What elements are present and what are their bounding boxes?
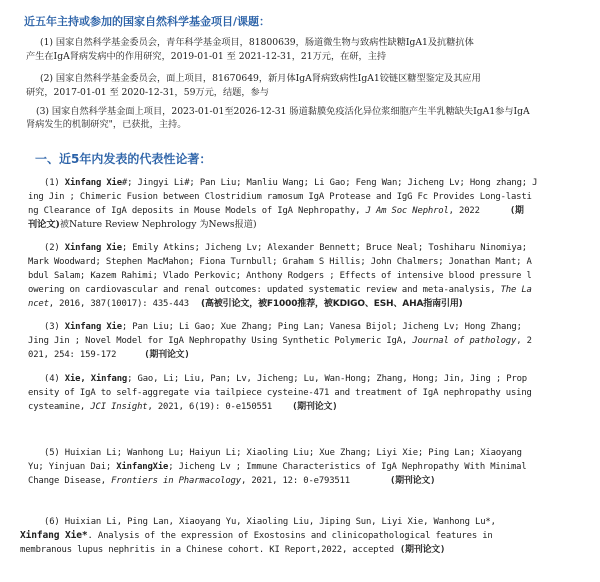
pub-3-journal: Journal of pathology [412, 336, 517, 346]
pub-3-year-start: , 2 [516, 336, 532, 346]
project-3-line-1: (3) 国家自然科学基金面上项目，2023-01-01至2026-12-31 肠道黏膜免疫活化异位浆细胞产生半乳糖缺失IgA1参与IgA [36, 106, 530, 117]
pub-1-type-tag-start: (期 [509, 206, 524, 216]
pub-3-index: (3) [44, 322, 65, 332]
pub-3-line-3 [28, 349, 190, 361]
pub-2-type-tag: (高被引论文，被F1000推荐，被KDIGO、ESH、AHA指南引用) [201, 299, 463, 309]
pub-4-line-1 [44, 373, 527, 385]
pub-5-title-tail: Change Disease, [28, 476, 112, 486]
pub-1-author-bold: Xinfang Xie [64, 178, 122, 188]
pub-6-line-2 [20, 530, 493, 542]
pub-1-line-4 [28, 219, 257, 231]
pub-5-line-3 [28, 475, 435, 487]
pub-5-line-2 [28, 461, 527, 473]
pub-4-year: , 2021, 6(19): 0-e150551 [147, 402, 273, 412]
pub-3-authors: ; Pan Liu; Li Gao; Xue Zhang; Ping Lan; Vanesa Bijol; Jicheng Lv; Hong Zhang; [121, 322, 522, 332]
section-nsfc-heading: 近五年主持或参加的国家自然科学基金项目/课题： [24, 15, 271, 28]
pub-2-title-tail: owering on cardiovascular and renal outcomes: updated systematic review and meta-analysis, [28, 285, 501, 295]
pub-5-type-tag: (期刊论文) [390, 476, 436, 486]
pub-4-title-tail: cysteamine, [28, 402, 91, 412]
project-2-line-2: 研究，2017-01-01 至 2020-12-31，59万元，结题，参与 [26, 87, 269, 98]
pub-3-year-end: 021, 254: 159-172 [28, 350, 117, 360]
pub-6-type-tag: (期刊论文) [399, 545, 446, 555]
pub-3-line-2 [28, 335, 532, 347]
pub-2-line-3: bdul Salam; Kazem Rahimi; Vlado Perkovic; Anthony Rodgers ; Effects of intensive blood pressure l [28, 271, 532, 281]
pub-2-journal-start: The La [500, 285, 532, 295]
pub-5-journal: Frontiers in Pharmacology [111, 476, 241, 486]
pub-6-line-1: (6) Huixian Li, Ping Lan, Xiaoyang Yu, Xiaoling Liu, Jiping Sun, Liyi Xie, Wanhong Lu*, [44, 517, 496, 527]
pub-2-authors: ; Emily Atkins; Jicheng Lv; Alexander Bennett; Bruce Neal; Toshiharu Ninomiya; [121, 243, 527, 253]
pub-5-title-start: ; Jicheng Lv ; Immune Characteristics of IgA Nephropathy With Minimal [168, 462, 527, 472]
pub-6-title-tail: membranous lupus nephritis in a Chinese cohort. KI Report,2022, accepted [20, 545, 394, 555]
pub-6-author-bold: Xinfang Xie* [20, 530, 88, 541]
pub-1-line-3 [28, 205, 524, 217]
pub-4-type-tag: (期刊论文) [292, 402, 338, 412]
project-1-line-2: 产生在IgA肾病发病中的作用研究，2019-01-01 至 2021-12-31，21万元，在研，主持 [26, 51, 387, 62]
pub-1-index: (1) [44, 178, 65, 188]
pub-1-title-tail: ng Clearance of IgA deposits in Mouse Models of IgA Nephropathy, [28, 206, 366, 216]
pub-3-title: Jing Jin ; Novel Model for IgA Nephropathy Using Synthetic Polymeric IgA, [28, 336, 413, 346]
pub-2-author-bold: Xinfang Xie [64, 243, 122, 253]
pub-2-line-2: Mark Woodward; Stephen MacMahon; Fiona Turnbull; Graham S Hillis; John Chalmers; Jonathan Mant; A [28, 257, 532, 267]
pub-2-line-4 [28, 284, 532, 296]
pub-4-author-bold: Xie, Xinfang [64, 374, 128, 384]
project-1-line-1: (1) 国家自然科学基金委员会，青年科学基金项目，81800639，肠道微生物与致病性缺糖IgA1及抗糖抗体 [40, 37, 474, 48]
pub-4-line-3 [28, 401, 337, 413]
pub-3-type-tag: (期刊论文) [144, 350, 190, 360]
pub-4-authors: ; Gao, Li; Liu, Pan; Lv, Jicheng; Lu, Wan-Hong; Zhang, Hong; Jin, Jing ; Prop [127, 374, 527, 384]
pub-2-line-1 [44, 242, 527, 254]
pub-3-author-bold: Xinfang Xie [64, 322, 122, 332]
pub-6-title-start: . Analysis of the expression of Exostosins and clinicopathological features in [87, 531, 493, 541]
pub-4-index: (4) [44, 374, 65, 384]
pub-4-journal: JCI Insight [90, 402, 148, 412]
pub-2-index: (2) [44, 243, 65, 253]
pub-3-line-1 [44, 321, 522, 333]
pub-1-line-2: ing Jin ; Chimeric Fusion between Clostridium ramosum IgA Protease and IgG Fc Provides Long-lasti [28, 192, 532, 202]
pub-5-author-bold: XinfangXie [116, 462, 169, 472]
pub-1-news-note: 被Nature Review Nephrology 为News报道) [59, 219, 257, 230]
pub-1-type-tag-end: 刊论文) [28, 219, 60, 230]
pub-2-journal-end: ncet [28, 299, 49, 309]
pub-5-line-1: (5) Huixian Li; Wanhong Lu; Haiyun Li; Xiaoling Liu; Xue Zhang; Liyi Xie; Ping Lan; Xiaoyang [44, 448, 522, 458]
pub-2-line-5 [28, 298, 463, 310]
pub-6-line-3 [20, 544, 445, 556]
pub-4-line-2: ensity of IgA to self-aggregate via tailpiece cysteine-471 and treatment of IgA nephropathy using [28, 388, 532, 398]
pub-1-year: , 2022 [448, 206, 480, 216]
project-3-line-2: 肾病发生的机制研究"，已获批，主持。 [26, 119, 187, 130]
pub-1-authors: #; Jingyi Li#; Pan Liu; Manliu Wang; Li Gao; Feng Wan; Jicheng Lv; Hong zhang; J [121, 178, 538, 188]
pub-5-authors: Yu; Yinjuan Dai; [28, 462, 117, 472]
pub-1-journal: J Am Soc Nephrol [365, 206, 449, 216]
pub-1-line-1 [44, 177, 537, 189]
pub-5-year: , 2021, 12: 0-e793511 [240, 476, 350, 486]
section-publications-heading: 一、近5年内发表的代表性论著： [35, 152, 212, 166]
pub-2-year: , 2016, 387(10017): 435-443 [48, 299, 189, 309]
project-2-line-1: (2) 国家自然科学基金委员会，面上项目，81670649，新月体IgA肾病致病性IgA1铰链区糖型鉴定及其应用 [40, 73, 481, 84]
